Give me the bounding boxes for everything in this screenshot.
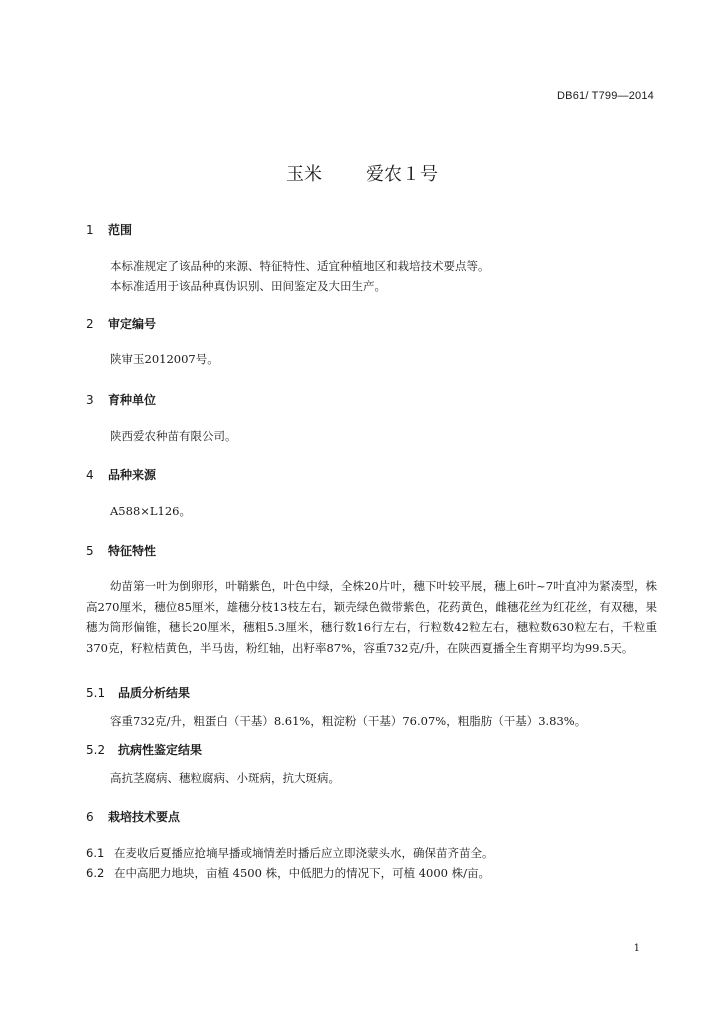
section-heading-scope bbox=[86, 221, 132, 238]
subsection-heading-disease-resistance bbox=[86, 741, 202, 758]
section-heading-characteristics bbox=[86, 542, 156, 559]
paragraph: 高抗茎腐病、穗粒腐病、小斑病，抗大斑病。 bbox=[110, 771, 340, 785]
paragraph: 容重732克/升，粗蛋白（干基）8.61%，粗淀粉（干基）76.07%，粗脂肪（干基）3.83%。 bbox=[110, 714, 587, 728]
section-title: 品种来源 bbox=[108, 468, 157, 482]
section-number: 3 bbox=[86, 393, 94, 407]
section-number: 5 bbox=[86, 544, 94, 558]
section-title: 栽培技术要点 bbox=[108, 810, 181, 824]
paragraph: 本标准规定了该品种的来源、特征特性、适宜种植地区和栽培技术要点等。 bbox=[110, 259, 490, 273]
subsection-number: 5.1 bbox=[86, 686, 106, 700]
subsection-heading-quality bbox=[86, 684, 190, 701]
section-title: 范围 bbox=[108, 223, 133, 237]
item-text: 在麦收后夏播应抢墒早播或墒情差时播后应立即浇蒙头水，确保苗齐苗全。 bbox=[114, 846, 494, 860]
section-heading-breeder bbox=[86, 391, 156, 408]
title-crop: 玉米 bbox=[286, 164, 322, 185]
section-number: 2 bbox=[86, 317, 94, 331]
standard-code: DB61/ T799—2014 bbox=[557, 90, 654, 102]
paragraph: 陕西爱农种苗有限公司。 bbox=[110, 429, 237, 443]
paragraph: A588×L126。 bbox=[110, 504, 191, 518]
item-number: 6.1 bbox=[86, 846, 105, 860]
section-title: 审定编号 bbox=[108, 317, 157, 331]
section-number: 4 bbox=[86, 468, 94, 482]
list-item bbox=[86, 865, 490, 881]
list-item bbox=[86, 845, 494, 861]
section-title: 育种单位 bbox=[108, 393, 157, 407]
subsection-number: 5.2 bbox=[86, 743, 106, 757]
page-title bbox=[0, 160, 724, 186]
section-heading-cultivation bbox=[86, 808, 180, 825]
title-variety: 爱农１号 bbox=[366, 164, 438, 185]
item-text: 在中高肥力地块，亩植 4500 株，中低肥力的情况下，可植 4000 株/亩。 bbox=[114, 866, 491, 880]
subsection-title: 抗病性鉴定结果 bbox=[118, 743, 203, 757]
section-heading-origin bbox=[86, 466, 156, 483]
paragraph: 本标准适用于该品种真伪识别、田间鉴定及大田生产。 bbox=[110, 279, 386, 293]
section-heading-approval-number bbox=[86, 315, 156, 332]
section-number: 1 bbox=[86, 223, 94, 237]
item-number: 6.2 bbox=[86, 866, 105, 880]
section-title: 特征特性 bbox=[108, 544, 157, 558]
subsection-title: 品质分析结果 bbox=[118, 686, 191, 700]
paragraph: 陕审玉2012007号。 bbox=[110, 352, 219, 366]
section-number: 6 bbox=[86, 810, 94, 824]
page-number: 1 bbox=[633, 943, 640, 954]
characteristics-paragraph: 幼苗第一叶为倒卵形，叶鞘紫色，叶色中绿，全株20片叶，穗下叶较平展，穗上6叶~7叶直冲为紧凑型，株高270厘米，穗位85厘米，雄穗分枝13枝左右，颖壳绿色微带紫色，花药黄色，雌穗花丝为红花丝，有双穗，果穗为筒形偏锥，穗长20厘米，穗粗5.3厘米，穗行数16行左右，行粒数42粒左右，穗粒数630粒左右，千粒重370克，籽粒桔黄色，半马齿，粉红轴，出籽率87%，容重732克/升，在陕西夏播全生育期平均为99.5天。 bbox=[86, 579, 657, 655]
